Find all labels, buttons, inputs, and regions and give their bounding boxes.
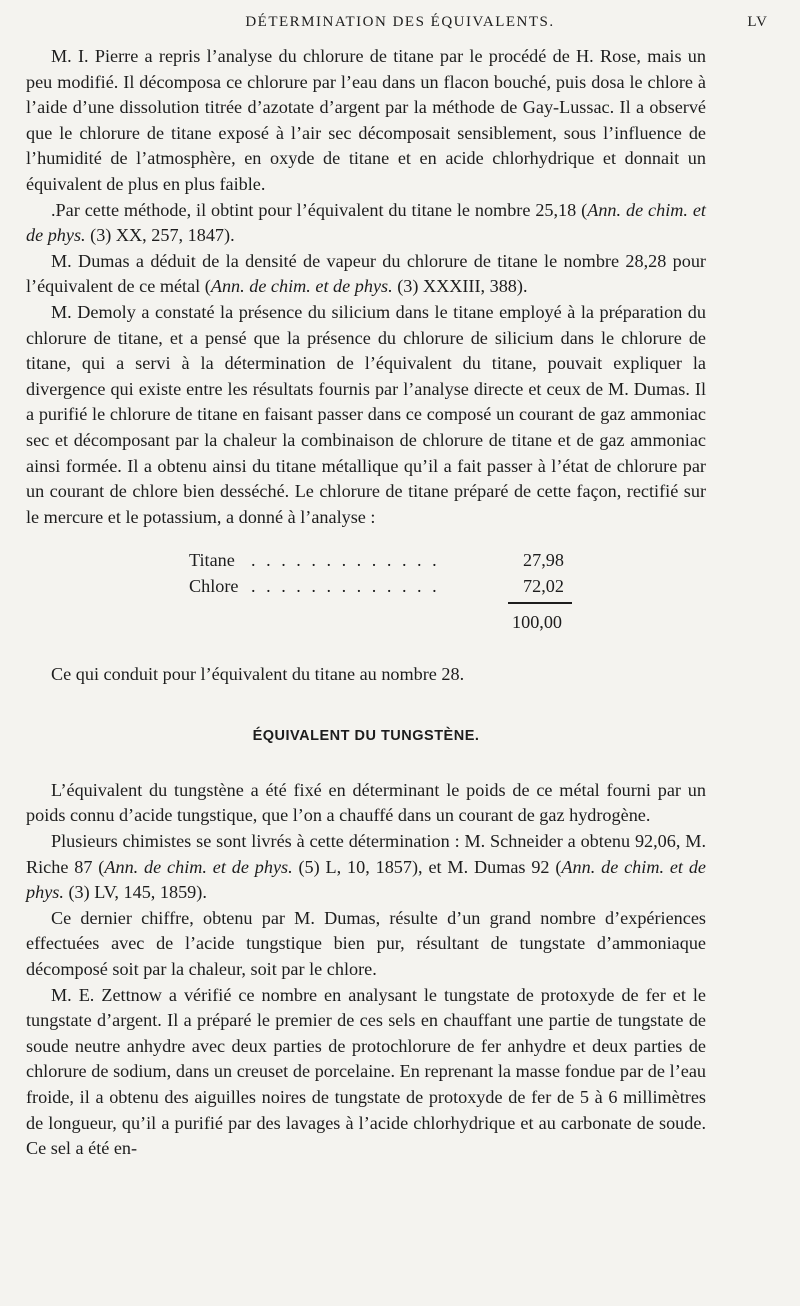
paragraph-conclusion: Ce qui conduit pour l’équivalent du titane au nombre 28. (51, 664, 465, 685)
leader-dots: . . . . . . . . . . . . . (251, 550, 440, 571)
analysis-row (189, 548, 589, 574)
paragraph-demoly: M. Demoly a constaté la présence du silicium dans le titane employé à la préparation du chlorure de titane, et a pensé que la présence du chlorure de silicium dans le chlorure de titane, qui a servi à la détermination de l’équivalent du titane, pouvait expliquer la divergence qui existe entre les résultats fournis par l’analyse directe et ceux de M. Dumas. Il a purifié le chlorure de titane en faisant passer dans ce composé un courant de gaz ammoniac sec et décomposant par la chaleur la combinaison de chlorure de titane et de gaz ammoniac ainsi formée. Il a obtenu ainsi du titane métallique qu’il a fait passer à l’état de chlorure par un courant de chlore bien desséché. Le chlorure de titane préparé de cette façon, rectifié sur le mercure et le potassium, a donné à l’analyse : (26, 301, 706, 527)
analysis-value: 27,98 (523, 550, 564, 571)
journal-reference: Ann. de chim. et de phys. (210, 276, 393, 297)
paragraph-text: Plusieurs chimistes se sont livrés à cette détermination : M. Schneider a obtenu 92,06, M. Riche 87 ( (26, 831, 706, 877)
analysis-row (189, 574, 589, 600)
running-header (0, 10, 800, 38)
paragraph-last-figure: Ce dernier chiffre, obtenu par M. Dumas, résulte d’un grand nombre d’expériences effectuées avec de l’acide tungstique bien pur, résultant de tungstate d’ammoniaque décomposé soit par la chaleur, soit par le chlore. (26, 907, 706, 980)
leader-dots: . . . . . . . . . . . . . (251, 576, 440, 597)
analysis-total-row (189, 610, 589, 636)
paragraph-zettnow: M. E. Zettnow a vérifié ce nombre en analysant le tungstate de protoxyde de fer et le tungstate d’argent. Il a préparé le premier de ces sels en chauffant une partie de tungstate de soude neutre anhydre avec deux parties de protochlorure de fer anhydre et deux parties de chlorure de sodium, dans un creuset de porcelaine. En reprenant la masse fondue par de l’eau froide, il a obtenu des aiguilles noires de tungstate de protoxyde de fer de 5 à 6 millimètres de longueur, qu’il a purifié par des lavages à l’acide chlorhydrique et au carbonate de soude. Ce sel a été en- (26, 984, 706, 1159)
paragraph-text: (3) XX, 257, 1847). (85, 225, 235, 246)
paragraph-tungsten: L’équivalent du tungstène a été fixé en déterminant le poids de ce métal fourni par un poids connu d’acide tungstique, que l’on a chauffé dans un courant de gaz hydrogène. (26, 779, 706, 826)
page-number: LV (747, 14, 768, 30)
analysis-label: Titane (189, 550, 235, 571)
journal-reference: Ann. de chim. et de phys. (104, 856, 293, 877)
analysis-label: Chlore (189, 576, 239, 597)
paragraph-method (26, 198, 706, 249)
paragraph-text: (3) LV, 145, 1859). (63, 882, 207, 903)
paragraph-chemists (26, 829, 706, 906)
paragraph-text: M. Dumas a déduit de la densité de vapeur du chlorure de titane le nombre 28,28 pour l’équivalent de ce métal ( (26, 250, 706, 297)
analysis-table (26, 540, 706, 658)
paragraph-dumas (26, 249, 706, 300)
analysis-total: 100,00 (512, 612, 563, 633)
page-body (26, 44, 706, 1162)
paragraph-text: (5) L, 10, 1857), et M. Dumas 92 ( (292, 856, 562, 877)
sum-rule (508, 602, 572, 604)
paragraph-text: (3) XXXIII, 388). (392, 276, 528, 297)
journal-reference: Ann. de chim. et de phys. (26, 199, 706, 246)
running-title: DÉTERMINATION DES ÉQUIVALENTS. (245, 14, 555, 30)
paragraph-text: .Par cette méthode, il obtint pour l’équivalent du titane le nombre 25,18 ( (51, 199, 588, 220)
paragraph-pierre: M. I. Pierre a repris l’analyse du chlorure de titane par le procédé de H. Rose, mais un peu modifié. Il décomposa ce chlorure par l’eau dans un flacon bouché, puis dosa le chlore à l’aide d’une dissolution titrée d’azotate d’argent par la méthode de Gay-Lussac. Il a observé que le chlorure de titane exposé à l’air sec décomposait sensiblement, sous l’influence de l’humidité de l’atmosphère, en oxyde de titane et en acide chlorhydrique et donnait un équivalent de plus en plus faible. (26, 46, 706, 194)
section-heading: ÉQUIVALENT DU TUNGSTÈNE. (252, 727, 480, 744)
analysis-value: 72,02 (523, 576, 564, 597)
journal-reference: Ann. de chim. et de phys. (26, 856, 706, 903)
